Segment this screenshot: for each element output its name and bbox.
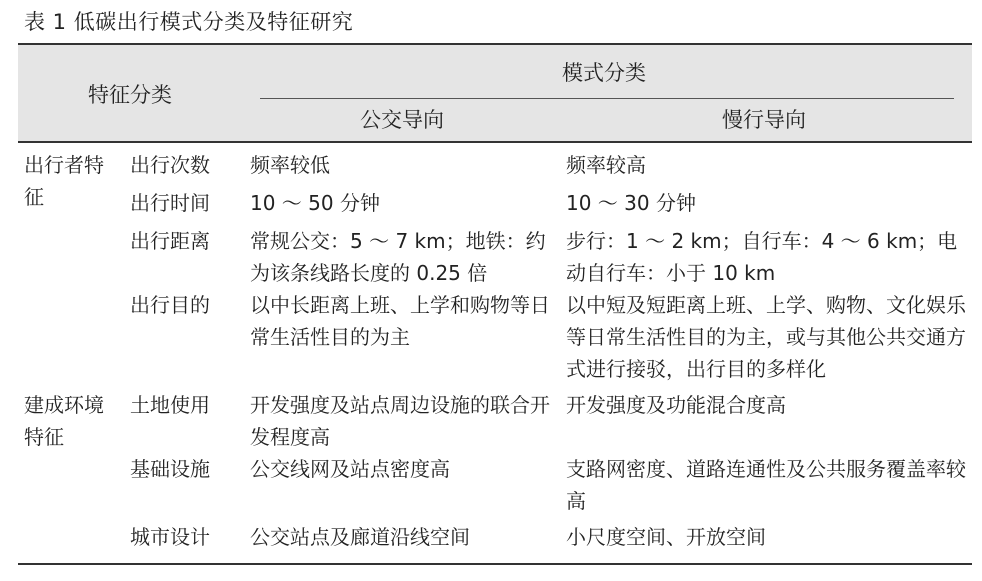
group-label: 出行者特征 bbox=[24, 153, 104, 209]
transit-cell: 常规公交：5 ～ 7 km；地铁：约为该条线路长度的 0.25 倍 bbox=[250, 229, 546, 285]
table-caption: 表 1 低碳出行模式分类及特征研究 bbox=[24, 10, 354, 34]
slow-cell: 支路网密度、道路连通性及公共服务覆盖率较高 bbox=[566, 457, 966, 513]
table-header bbox=[18, 45, 972, 141]
feature-cell: 出行距离 bbox=[130, 229, 210, 253]
bottom-rule bbox=[18, 563, 972, 565]
header-bottom-rule bbox=[18, 141, 972, 143]
feature-cell: 出行次数 bbox=[130, 153, 210, 177]
transit-cell: 公交站点及廊道沿线空间 bbox=[250, 525, 470, 549]
header-col-transit: 公交导向 bbox=[360, 108, 444, 132]
slow-cell: 开发强度及功能混合度高 bbox=[566, 393, 786, 417]
transit-cell: 以中长距离上班、上学和购物等日常生活性目的为主 bbox=[250, 293, 550, 349]
slow-cell: 频率较高 bbox=[566, 153, 646, 177]
slow-cell: 步行：1 ～ 2 km；自行车：4 ～ 6 km；电动自行车：小于 10 km bbox=[566, 229, 958, 285]
header-mode-category: 模式分类 bbox=[562, 61, 646, 85]
feature-cell: 出行时间 bbox=[130, 191, 210, 215]
feature-cell: 城市设计 bbox=[130, 525, 210, 549]
feature-cell: 基础设施 bbox=[130, 457, 210, 481]
transit-cell: 公交线网及站点密度高 bbox=[250, 457, 450, 481]
group-label: 建成环境特征 bbox=[24, 393, 104, 449]
slow-cell: 以中短及短距离上班、上学、购物、文化娱乐等日常生活性目的为主，或与其他公共交通方式进行接驳，出行目的多样化 bbox=[566, 293, 966, 381]
header-sub-rule bbox=[260, 98, 954, 99]
header-feature-category: 特征分类 bbox=[88, 83, 172, 107]
transit-cell: 10 ～ 50 分钟 bbox=[250, 191, 380, 215]
slow-cell: 小尺度空间、开放空间 bbox=[566, 525, 766, 549]
transit-cell: 频率较低 bbox=[250, 153, 330, 177]
feature-cell: 土地使用 bbox=[130, 393, 210, 417]
header-col-slow: 慢行导向 bbox=[722, 108, 806, 132]
transit-cell: 开发强度及站点周边设施的联合开发程度高 bbox=[250, 393, 550, 449]
slow-cell: 10 ～ 30 分钟 bbox=[566, 191, 696, 215]
feature-cell: 出行目的 bbox=[130, 293, 210, 317]
